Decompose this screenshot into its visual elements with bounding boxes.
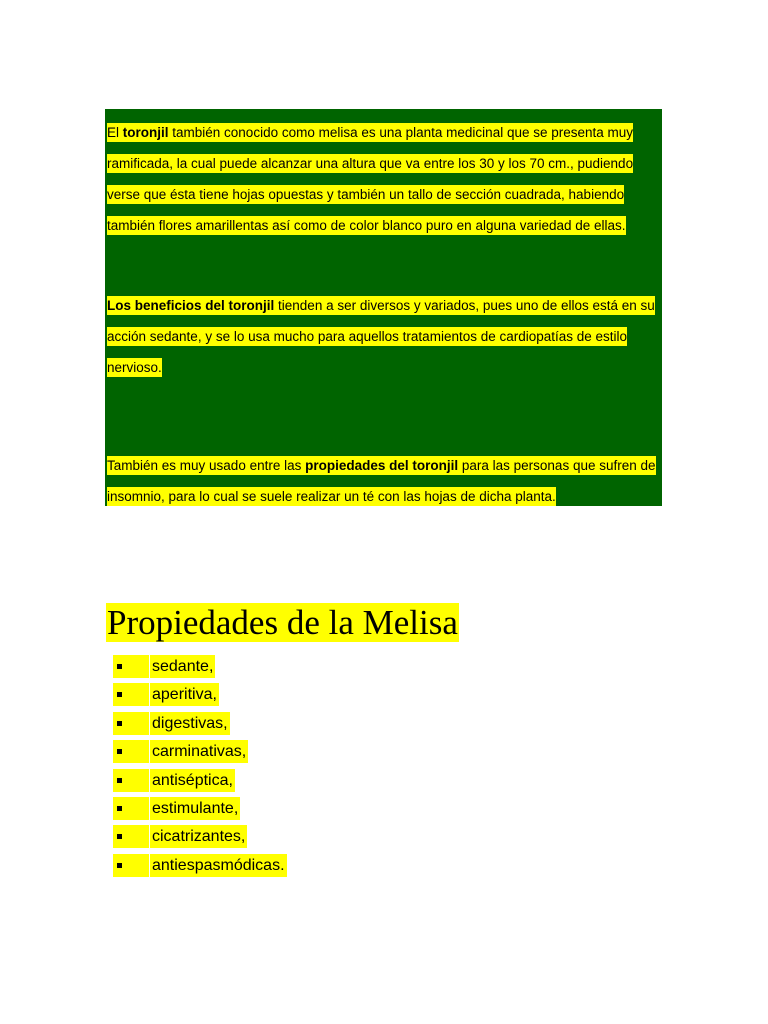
- square-bullet-icon: [113, 854, 149, 877]
- paragraph-description: [107, 117, 661, 241]
- paragraph-benefits: [107, 290, 661, 383]
- bold-text-segment: toronjil: [122, 125, 169, 140]
- list-item-label: digestivas,: [150, 712, 230, 735]
- text-segment: También es muy usado entre las: [107, 458, 306, 473]
- list-item-label: antiséptica,: [150, 769, 235, 792]
- text-segment: El: [107, 125, 123, 140]
- list-item-label: cicatrizantes,: [150, 825, 247, 848]
- paragraph-insomnia: [107, 450, 661, 512]
- square-bullet-icon: [113, 740, 149, 763]
- square-bullet-icon: [113, 712, 149, 735]
- list-item-label: carminativas,: [150, 740, 248, 763]
- text-segment: para las personas que sufren de insomnio, para lo cual se suele realizar un té con las hojas de dicha planta.: [107, 458, 656, 504]
- list-item-label: aperitiva,: [150, 683, 219, 706]
- list-item-label: antiespasmódicas.: [150, 854, 287, 877]
- bold-text-segment: propiedades del toronjil: [305, 458, 459, 473]
- square-bullet-icon: [113, 655, 149, 678]
- square-bullet-icon: [113, 797, 149, 820]
- section-heading-text: Propiedades de la Melisa: [107, 603, 458, 642]
- section-heading: [106, 601, 459, 645]
- text-segment: también conocido como melisa es una planta medicinal que se presenta muy ramificada, la cual puede alcanzar una altura que va entre los 30 y los 70 cm., pudiendo verse que ésta tiene hojas opuestas y también un tallo de sección cuadrada, habiendo también flores amarillentas así como de color blanco puro en alguna variedad de ellas.: [107, 125, 634, 233]
- bold-text-segment: Los beneficios del toronjil: [107, 298, 275, 313]
- list-item-label: sedante,: [150, 655, 215, 678]
- square-bullet-icon: [113, 683, 149, 706]
- text-segment: tienden a ser diversos y variados, pues uno de ellos está en su acción sedante, y se lo usa mucho para aquellos tratamientos de cardiopatías de estilo nervioso.: [107, 298, 655, 375]
- square-bullet-icon: [113, 825, 149, 848]
- square-bullet-icon: [113, 769, 149, 792]
- list-item-label: estimulante,: [150, 797, 240, 820]
